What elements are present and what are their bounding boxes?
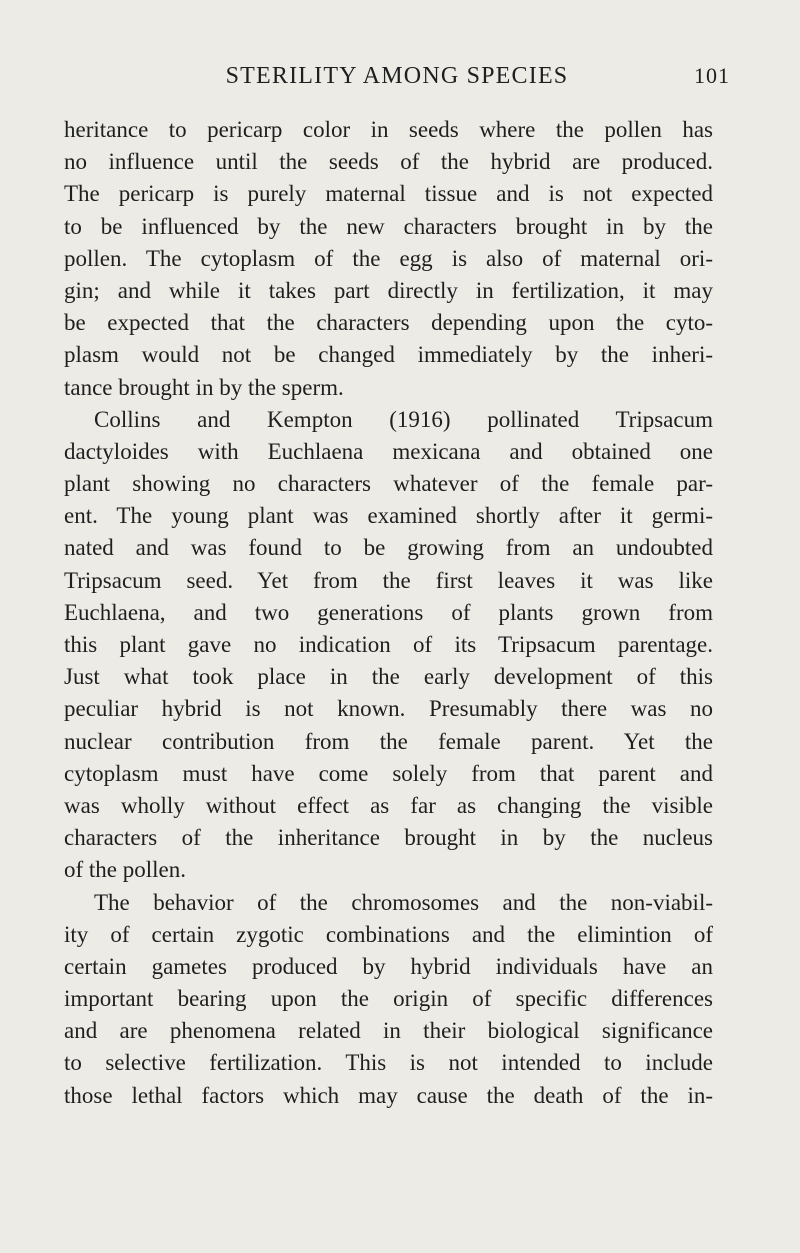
text-line: cytoplasm must have come solely from that parent and <box>64 760 713 786</box>
text-line: heritance to pericarp color in seeds where the pollen has <box>64 117 713 142</box>
text-line: The pericarp is purely maternal tissue and is not expected <box>64 181 713 207</box>
text-line: characters of the inheritance brought in by the nucleus <box>64 825 713 851</box>
running-head <box>64 58 730 94</box>
text-line: gin; and while it takes part directly in fertilization, it may <box>64 277 713 303</box>
text-line: plasm would not be changed immediately by the inheri- <box>64 342 713 368</box>
text-line: pollen. The cytoplasm of the egg is also of maternal ori- <box>64 245 713 271</box>
text-line: this plant gave no indication of its Tripsacum parentage. <box>64 632 713 657</box>
text-line: nated and was found to be growing from an undoubted <box>64 535 713 561</box>
paragraph-start-line: The behavior of the chromosomes and the non-viabil- <box>94 889 713 915</box>
running-title: STERILITY AMONG SPECIES <box>225 63 569 89</box>
text-line: ity of certain zygotic combinations and the elimintion of <box>64 921 713 947</box>
text-line: no influence until the seeds of the hybrid are produced. <box>64 149 713 175</box>
text-line: certain gametes produced by hybrid individuals have an <box>64 953 713 979</box>
text-line: Just what took place in the early development of this <box>64 664 713 690</box>
page-number: 101 <box>694 63 730 88</box>
text-line: important bearing upon the origin of specific differences <box>64 986 713 1012</box>
text-line: tance brought in by the sperm. <box>64 374 344 400</box>
text-line: and are phenomena related in their biological significance <box>64 1018 713 1044</box>
text-line: Euchlaena, and two generations of plants grown from <box>64 599 713 625</box>
text-line: of the pollen. <box>64 857 186 883</box>
text-line: plant showing no characters whatever of the female par- <box>64 471 713 497</box>
body-text <box>64 114 713 1112</box>
text-line: was wholly without effect as far as changing the visible <box>64 792 713 818</box>
text-line: be expected that the characters depending upon the cyto- <box>64 310 713 336</box>
text-line: dactyloides with Euchlaena mexicana and obtained one <box>64 438 713 464</box>
text-line: to selective fertilization. This is not intended to include <box>64 1050 713 1076</box>
text-line: nuclear contribution from the female parent. Yet the <box>64 728 713 754</box>
text-line: to be influenced by the new characters brought in by the <box>64 213 713 239</box>
paragraph-start-line: Collins and Kempton (1916) pollinated Tripsacum <box>94 406 713 432</box>
text-line: peculiar hybrid is not known. Presumably there was no <box>64 696 713 722</box>
text-line: ent. The young plant was examined shortly after it germi- <box>64 503 713 529</box>
text-line: those lethal factors which may cause the death of the in- <box>64 1082 713 1108</box>
text-line: Tripsacum seed. Yet from the first leaves it was like <box>64 567 713 593</box>
